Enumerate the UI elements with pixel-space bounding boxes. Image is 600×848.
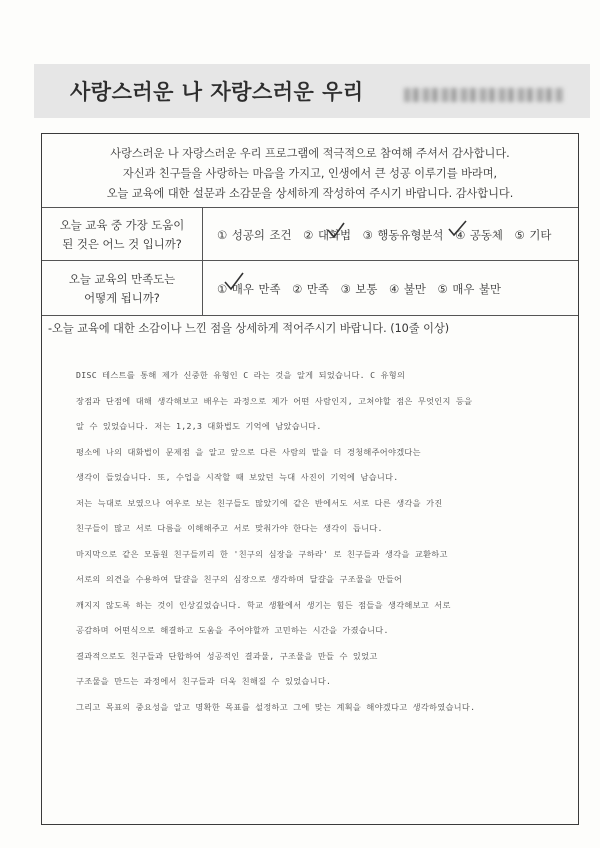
q1-option[interactable]: ② 대화법 bbox=[303, 228, 351, 242]
essay-line: 서로의 의견을 수용하여 달걀을 친구의 심장으로 생각하며 달걀을 구조물을 만들어 bbox=[76, 574, 403, 584]
intro-line: 사랑스러운 나 자랑스러운 우리 프로그램에 적극적으로 참여해 주셔서 감사합니다. bbox=[110, 147, 510, 160]
q2-option[interactable]: ④ 불만 bbox=[389, 282, 426, 296]
essay-prompt: -오늘 교육에 대한 소감이나 느낀 점을 상세하게 적어주시기 바랍니다. (10줄 이상) bbox=[48, 322, 450, 335]
q1-option[interactable]: ① 성공의 조건 bbox=[217, 228, 292, 242]
q1-label bbox=[42, 216, 202, 254]
essay-line: 결과적으로도 친구들과 단합하여 성공적인 결과물, 구조물을 만들 수 있었고 bbox=[76, 650, 378, 661]
intro-line: 오늘 교육에 대한 설문과 소감문을 상세하게 작성하여 주시기 바랍니다. 감사합니다. bbox=[106, 187, 514, 200]
checkmark-icon bbox=[446, 218, 468, 240]
essay-line: 생각이 들었습니다. 또, 수업을 시작할 때 보았던 늑대 사진이 기억에 남습니다. bbox=[76, 472, 399, 482]
q2-label bbox=[42, 270, 202, 308]
essay-line: 장점과 단점에 대해 생각해보고 배우는 과정으로 제가 어떤 사람인지, 고쳐야할 점은 무엇인지 등을 bbox=[76, 395, 473, 406]
essay-line: 그리고 목표의 중요성을 알고 명확한 목표를 설정하고 그에 맞는 계획을 해야겠다고 생각하였습니다. bbox=[76, 701, 476, 712]
divider bbox=[42, 207, 578, 208]
essay-line: 마지막으로 같은 모둠원 친구들끼리 한 '친구의 심장을 구하라' 로 친구들과 생각을 교환하고 bbox=[76, 548, 448, 559]
q1-option[interactable]: ④ 공동체 bbox=[455, 228, 503, 242]
essay-line: 알 수 있었습니다. 저는 1,2,3 대화법도 기억에 남았습니다. bbox=[76, 421, 322, 431]
essay-line: 평소에 나의 대화법이 문제점 을 알고 앞으로 다른 사람의 말을 더 경청해주어야겠다는 bbox=[76, 446, 421, 457]
q1-label-line: 오늘 교육 중 가장 도움이 bbox=[59, 218, 185, 232]
redacted-name bbox=[404, 88, 564, 102]
essay-line: DISC 테스트를 통해 제가 신중한 유형인 C 라는 것을 알게 되었습니다. C 유형의 bbox=[76, 370, 406, 380]
handwritten-essay bbox=[76, 370, 576, 727]
essay-line: 친구들이 많고 서로 다름을 이해해주고 서로 맞춰가야 한다는 생각이 듭니다. bbox=[76, 523, 383, 533]
essay-line: 구조물을 만드는 과정에서 친구들과 더욱 친해질 수 있었습니다. bbox=[76, 676, 332, 686]
q2-option[interactable]: ⑤ 매우 불만 bbox=[437, 282, 501, 296]
q1-option[interactable]: ⑤ 기타 bbox=[514, 228, 552, 242]
q2-label-line: 오늘 교육의 만족도는 bbox=[68, 272, 176, 286]
intro-text bbox=[42, 144, 578, 204]
checkmark-icon bbox=[325, 220, 347, 242]
q1-label-line: 된 것은 어느 것 입니까? bbox=[62, 237, 182, 251]
essay-line: 저는 늑대로 보였으나 여우로 보는 친구들도 많았기에 같은 반에서도 서로 다른 생각을 가진 bbox=[76, 497, 443, 508]
q1-option[interactable]: ③ 행동유형분석 bbox=[362, 228, 444, 242]
q2-option[interactable]: ③ 보통 bbox=[340, 282, 378, 296]
q1-options bbox=[217, 227, 558, 243]
essay-line: 공감하며 어떤식으로 해결하고 도움을 주어야할까 고민하는 시간을 가졌습니다. bbox=[76, 625, 389, 635]
essay-line: 깨지지 않도록 하는 것이 인상깊었습니다. 학교 생활에서 생기는 힘든 점들을 생각해보고 서로 bbox=[76, 599, 451, 610]
divider bbox=[42, 260, 578, 261]
intro-line: 자신과 친구들을 사랑하는 마음을 가지고, 인생에서 큰 성공 이루기를 바라며, bbox=[122, 167, 498, 180]
column-divider bbox=[202, 207, 203, 315]
divider bbox=[42, 315, 578, 316]
q2-option[interactable]: ① 매우 만족 bbox=[217, 282, 281, 296]
checkmark-icon bbox=[222, 270, 246, 294]
page-header bbox=[34, 64, 590, 118]
q2-options bbox=[217, 281, 508, 297]
survey-form bbox=[41, 133, 579, 825]
page-title: 사랑스러운 나 자랑스러운 우리 bbox=[70, 80, 364, 104]
q2-label-line: 어떻게 됩니까? bbox=[84, 291, 160, 305]
q2-option[interactable]: ② 만족 bbox=[292, 282, 329, 296]
